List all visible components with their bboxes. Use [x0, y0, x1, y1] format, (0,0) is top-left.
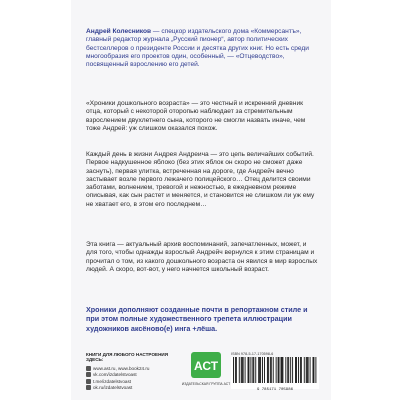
closing-paragraph: Хроники дополняют созданные почти в репортажном стиле и при этом полные художественного трепета иллюстрации художников аксёново(е) инга +лёша.	[86, 305, 308, 333]
barcode-bar	[276, 357, 277, 383]
intro-text: — спецкор издательского дома «Коммерсантъ», главный редактор журнала „Русский пионер“, автор политических бестселлеров о президенте России и десятка других книг. Но есть среди многообразия его проектов один, особенный, — «Отцеводство», посвященный взрослению его детей.	[86, 28, 309, 69]
barcode-bar	[304, 357, 305, 383]
barcode	[231, 357, 319, 392]
footer	[86, 352, 326, 400]
paragraph-2: Каждый день в жизни Андрея Андреича — это цепь величайших событий. Первое надкушенное яблоко (без этих яблок он скоро не сможет даже заснуть), первая улитка, встреченная на дороге, где Андрейч вечно застывает возле первого лежачего полицейского… Отец делится своими заботами, волнением, тревогой и нежностью, в ежедневном режиме описывая, как сын растет и меняется, и становится не слишком ли уж ему не хватает его, в этом его последнем…	[86, 151, 315, 208]
barcode-bar	[300, 357, 301, 383]
barcode-bar	[267, 357, 268, 383]
isbn-block	[231, 352, 319, 392]
barcode-bar	[268, 357, 269, 383]
barcode-bar	[264, 357, 265, 383]
paragraph-1-block	[86, 100, 318, 133]
globe-icon	[86, 366, 91, 371]
promo-block	[86, 352, 176, 391]
intro-paragraph	[86, 28, 318, 69]
ast-logo-icon	[181, 352, 231, 394]
barcode-bar	[287, 357, 288, 383]
paragraph-1: «Хроники дошкольного возраста» — это честный и искренний дневник отца, который с некоторой оторопью наблюдает за стремительным взрослением двухлетнего сына, которого не смогли назвать иначе, чем тоже Андрей: уж слишком оказался похож.	[86, 100, 306, 132]
barcode-bar	[288, 357, 289, 383]
barcode-bar	[306, 357, 307, 383]
author-name: Андрей Колесников	[86, 28, 152, 35]
barcode-bar	[250, 357, 251, 383]
barcode-bar	[243, 357, 244, 383]
barcode-bar	[298, 357, 299, 383]
barcode-bar	[273, 357, 274, 383]
barcode-bar	[239, 357, 240, 383]
barcode-bar	[290, 357, 291, 383]
barcode-bar	[252, 357, 253, 383]
barcode-bar	[233, 357, 234, 383]
promo-link-text: ok.ru/izdatelstvoast	[93, 385, 133, 391]
barcode-bar	[279, 357, 280, 383]
promo-title: КНИГИ ДЛЯ ЛЮБОГО НАСТРОЕНИЯ ЗДЕСЬ:	[86, 352, 168, 363]
barcode-bar	[253, 357, 254, 383]
barcode-bar	[315, 357, 316, 383]
barcode-bar	[255, 357, 256, 383]
barcode-bar	[235, 357, 236, 383]
promo-link-text: www.ast.ru, www.book24.ru	[93, 365, 150, 371]
barcode-bars	[231, 357, 319, 383]
barcode-bar	[271, 357, 272, 383]
barcode-bar	[310, 357, 311, 383]
youtube-icon	[86, 385, 91, 390]
paragraph-3: Эта книга — актуальный архив воспоминаний, запечатленных, может, и для того, чтобы однажды взрослый Андрейч вернулся к этим страницам и прочитал о том, из какого дошкольного возраста он явился в мир взрослых людей. А скоро, вот-вот, у него начнется школьный возраст.	[86, 241, 318, 273]
barcode-bar	[296, 357, 297, 383]
isbn-text: ISBN 978-5-17-170598-6	[231, 352, 274, 356]
barcode-bar	[270, 357, 271, 383]
barcode-bar	[262, 357, 263, 383]
intro-block	[86, 28, 318, 69]
barcode-bar	[285, 357, 286, 383]
vk-icon	[86, 372, 91, 377]
logo-caption: ИЗДАТЕЛЬСКАЯ ГРУППА АСТ	[181, 382, 231, 386]
logo-text: АСТ	[193, 359, 219, 373]
barcode-bar	[307, 357, 308, 383]
barcode-bar	[258, 357, 259, 383]
paragraph-2-block	[86, 151, 318, 209]
paragraph-3-block	[86, 241, 318, 274]
promo-link-text: t.me/izdatelstvoast	[93, 378, 132, 384]
publisher-logo	[181, 352, 231, 394]
promo-link-text: vk.com/izdatelstvoast	[93, 372, 137, 378]
barcode-bar	[282, 357, 283, 383]
barcode-bar	[295, 357, 296, 383]
barcode-bar	[260, 357, 261, 383]
barcode-bar	[249, 357, 250, 383]
barcode-bar	[245, 357, 246, 383]
barcode-bar	[282, 357, 283, 383]
barcode-bar	[248, 357, 249, 383]
barcode-bar	[308, 357, 309, 383]
barcode-bar	[301, 357, 302, 383]
barcode-bar	[314, 357, 315, 383]
telegram-icon	[86, 379, 91, 384]
barcode-bar	[313, 357, 314, 383]
barcode-bar	[281, 357, 282, 383]
barcode-bar	[242, 357, 243, 383]
closing-block	[86, 305, 318, 333]
barcode-bar	[241, 357, 242, 383]
barcode-bar	[259, 357, 260, 383]
barcode-bar	[278, 357, 279, 383]
promo-link-ok[interactable]	[86, 384, 176, 391]
barcode-number: 9 785171 705986	[256, 388, 293, 392]
barcode-bar	[236, 357, 237, 383]
barcode-bar	[292, 357, 293, 383]
